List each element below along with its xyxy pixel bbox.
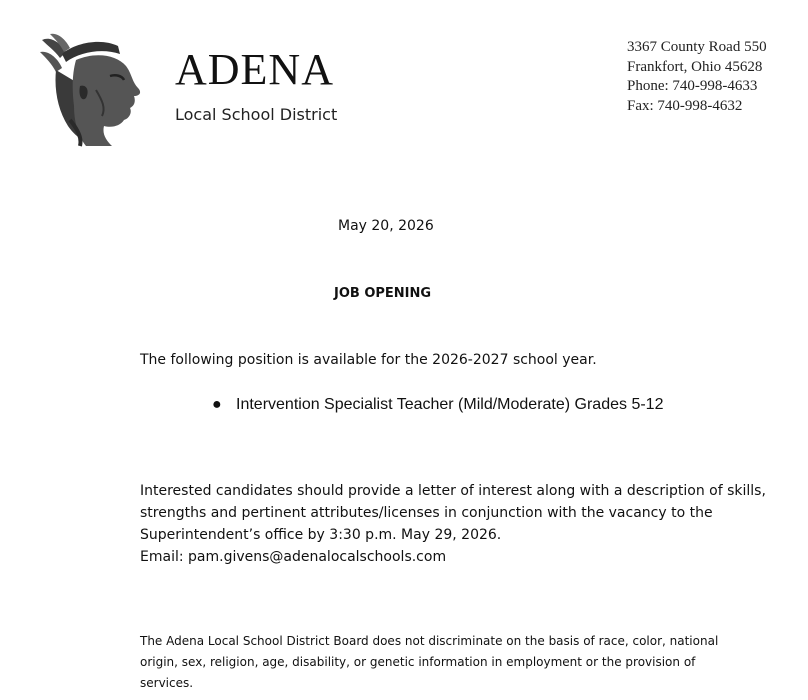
district-subtitle: Local School District	[175, 105, 338, 124]
district-logo-icon	[36, 30, 148, 148]
disclaimer-line: services.	[140, 676, 194, 690]
address-city: Frankfort, Ohio 45628	[627, 58, 763, 75]
disclaimer-line: origin, sex, religion, age, disability, or genetic information in employment or the provision of	[140, 655, 696, 669]
address-fax: Fax: 740-998-4632	[627, 97, 743, 114]
letter-heading: JOB OPENING	[334, 286, 432, 301]
disclaimer-line: The Adena Local School District Board does not discriminate on the basis of race, color, national	[140, 634, 719, 648]
address-phone: Phone: 740-998-4633	[627, 78, 758, 94]
district-address	[627, 38, 767, 116]
position-list-item	[212, 394, 663, 416]
position-title: Intervention Specialist Teacher (Mild/Moderate) Grades 5-12	[236, 396, 664, 413]
instructions-line: Superintendent’s office by 3:30 p.m. May 29, 2026.	[140, 527, 502, 543]
instructions-line: Interested candidates should provide a letter of interest along with a description of skills,	[140, 483, 766, 499]
district-name: ADENA	[175, 45, 334, 94]
address-street: 3367 County Road 550	[627, 39, 767, 55]
intro-paragraph: The following position is available for the 2026-2027 school year.	[140, 352, 597, 368]
application-instructions	[140, 480, 766, 568]
letter-date: May 20, 2026	[338, 218, 434, 234]
instructions-line: strengths and pertinent attributes/licenses in conjunction with the vacancy to the	[140, 505, 713, 521]
contact-email: Email: pam.givens@adenalocalschools.com	[140, 549, 447, 565]
bullet-icon: ●	[212, 396, 222, 413]
nondiscrimination-statement	[140, 631, 760, 694]
